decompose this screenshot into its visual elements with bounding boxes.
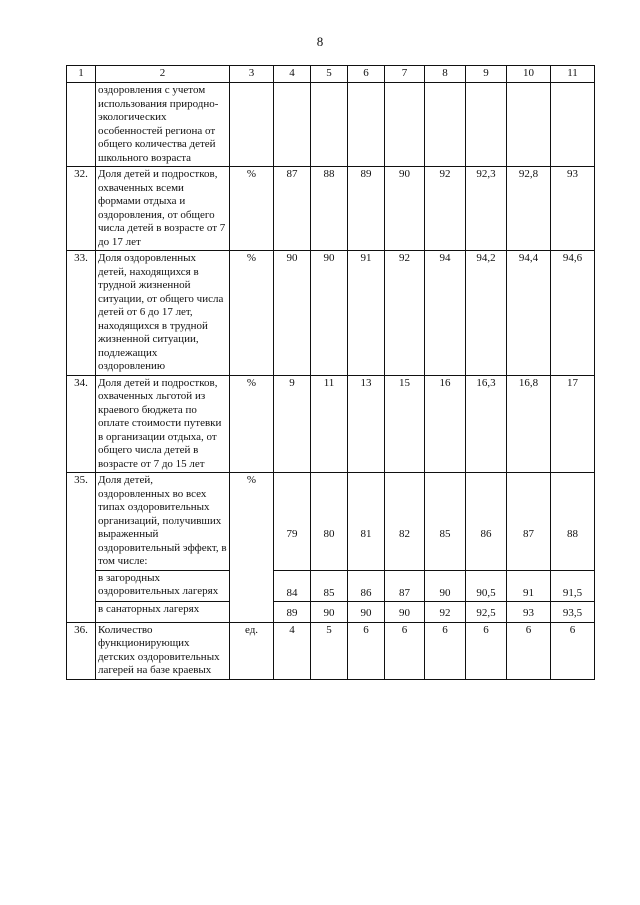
value-cell: 13 <box>348 375 385 473</box>
value-cell: 79 <box>274 473 311 571</box>
indicator-text: Доля детей и подростков, охваченных всеми формами отдыха и оздоровления, от общего числа детей в возрасте от 7 до 17 лет <box>96 167 230 251</box>
value-cell: 91 <box>507 570 551 602</box>
header-cell: 2 <box>96 66 230 83</box>
value-cell: 90 <box>348 602 385 623</box>
value-cell: 90 <box>425 570 466 602</box>
value-cell: 90,5 <box>466 570 507 602</box>
value-cell: 88 <box>311 167 348 251</box>
table-row <box>67 251 595 376</box>
value-cell: 92 <box>425 602 466 623</box>
table-row <box>67 167 595 251</box>
indicator-text: Доля оздоровленных детей, находящихся в трудной жизненной ситуации, от общего числа детей от 6 до 17 лет, находящихся в трудной жизненной ситуации, подлежащих оздоровлению <box>96 251 230 376</box>
indicator-text: оздоровления с учетом использования природно-экологических особенностей региона от общего количества детей школьного возраста <box>96 83 230 167</box>
indicator-text: Доля детей, оздоровленных во всех типах оздоровительных организаций, получивших выраженный оздоровительный эффект, в том числе: <box>96 473 230 571</box>
value-cell: 84 <box>274 570 311 602</box>
value-cell: 90 <box>274 251 311 376</box>
value-cell: 88 <box>551 473 595 571</box>
value-cell: 93 <box>507 602 551 623</box>
value-cell: 87 <box>385 570 425 602</box>
indicators-table <box>66 65 595 680</box>
value-cell: 93 <box>551 167 595 251</box>
table-row <box>67 622 595 679</box>
value-cell: 6 <box>466 622 507 679</box>
header-cell: 6 <box>348 66 385 83</box>
table-subrow <box>67 602 595 623</box>
table-row <box>67 375 595 473</box>
table-row <box>67 473 595 571</box>
value-cell: 92 <box>385 251 425 376</box>
value-cell: 16,8 <box>507 375 551 473</box>
unit-cell: % <box>230 251 274 376</box>
row-number: 35. <box>67 473 96 571</box>
value-cell: 90 <box>385 167 425 251</box>
value-cell: 92,3 <box>466 167 507 251</box>
table-header-row <box>67 66 595 83</box>
value-cell: 90 <box>311 251 348 376</box>
header-cell: 5 <box>311 66 348 83</box>
value-cell: 85 <box>311 570 348 602</box>
value-cell: 6 <box>425 622 466 679</box>
value-cell: 16 <box>425 375 466 473</box>
value-cell: 91,5 <box>551 570 595 602</box>
value-cell: 94 <box>425 251 466 376</box>
value-cell: 94,2 <box>466 251 507 376</box>
value-cell: 81 <box>348 473 385 571</box>
value-cell: 90 <box>311 602 348 623</box>
value-cell: 16,3 <box>466 375 507 473</box>
header-cell: 10 <box>507 66 551 83</box>
unit-cell: % <box>230 167 274 251</box>
value-cell: 9 <box>274 375 311 473</box>
indicator-text: Количество функционирующих детских оздоровительных лагерей на базе краевых <box>96 622 230 679</box>
value-cell: 86 <box>348 570 385 602</box>
header-cell: 8 <box>425 66 466 83</box>
value-cell: 87 <box>507 473 551 571</box>
header-cell: 11 <box>551 66 595 83</box>
value-cell: 90 <box>385 602 425 623</box>
row-number: 36. <box>67 622 96 679</box>
value-cell: 93,5 <box>551 602 595 623</box>
unit-cell: ед. <box>230 622 274 679</box>
value-cell: 92 <box>425 167 466 251</box>
value-cell: 92,5 <box>466 602 507 623</box>
value-cell: 94,4 <box>507 251 551 376</box>
value-cell: 94,6 <box>551 251 595 376</box>
unit-cell: % <box>230 375 274 473</box>
value-cell: 92,8 <box>507 167 551 251</box>
indicator-subtext: в загородных оздоровительных лагерях <box>96 570 230 602</box>
unit-cell: % <box>230 473 274 571</box>
value-cell: 15 <box>385 375 425 473</box>
value-cell: 11 <box>311 375 348 473</box>
row-number: 34. <box>67 375 96 473</box>
value-cell: 6 <box>348 622 385 679</box>
row-number: 33. <box>67 251 96 376</box>
value-cell: 89 <box>274 602 311 623</box>
page-number: 8 <box>316 34 324 49</box>
value-cell: 6 <box>551 622 595 679</box>
table-subrow <box>67 570 595 602</box>
row-number: 32. <box>67 167 96 251</box>
value-cell: 91 <box>348 251 385 376</box>
header-cell: 1 <box>67 66 96 83</box>
value-cell: 4 <box>274 622 311 679</box>
value-cell: 6 <box>507 622 551 679</box>
value-cell: 85 <box>425 473 466 571</box>
value-cell: 5 <box>311 622 348 679</box>
value-cell: 17 <box>551 375 595 473</box>
value-cell: 80 <box>311 473 348 571</box>
table-row-continuation <box>67 83 595 167</box>
value-cell: 6 <box>385 622 425 679</box>
value-cell: 82 <box>385 473 425 571</box>
value-cell: 86 <box>466 473 507 571</box>
value-cell: 87 <box>274 167 311 251</box>
header-cell: 3 <box>230 66 274 83</box>
indicator-subtext: в санаторных лагерях <box>96 602 230 623</box>
value-cell: 89 <box>348 167 385 251</box>
indicator-text: Доля детей и подростков, охваченных льготой из краевого бюджета по оплате стоимости путевки в организации отдыха, от общего числа детей в возрасте от 7 до 15 лет <box>96 375 230 473</box>
header-cell: 4 <box>274 66 311 83</box>
header-cell: 9 <box>466 66 507 83</box>
header-cell: 7 <box>385 66 425 83</box>
